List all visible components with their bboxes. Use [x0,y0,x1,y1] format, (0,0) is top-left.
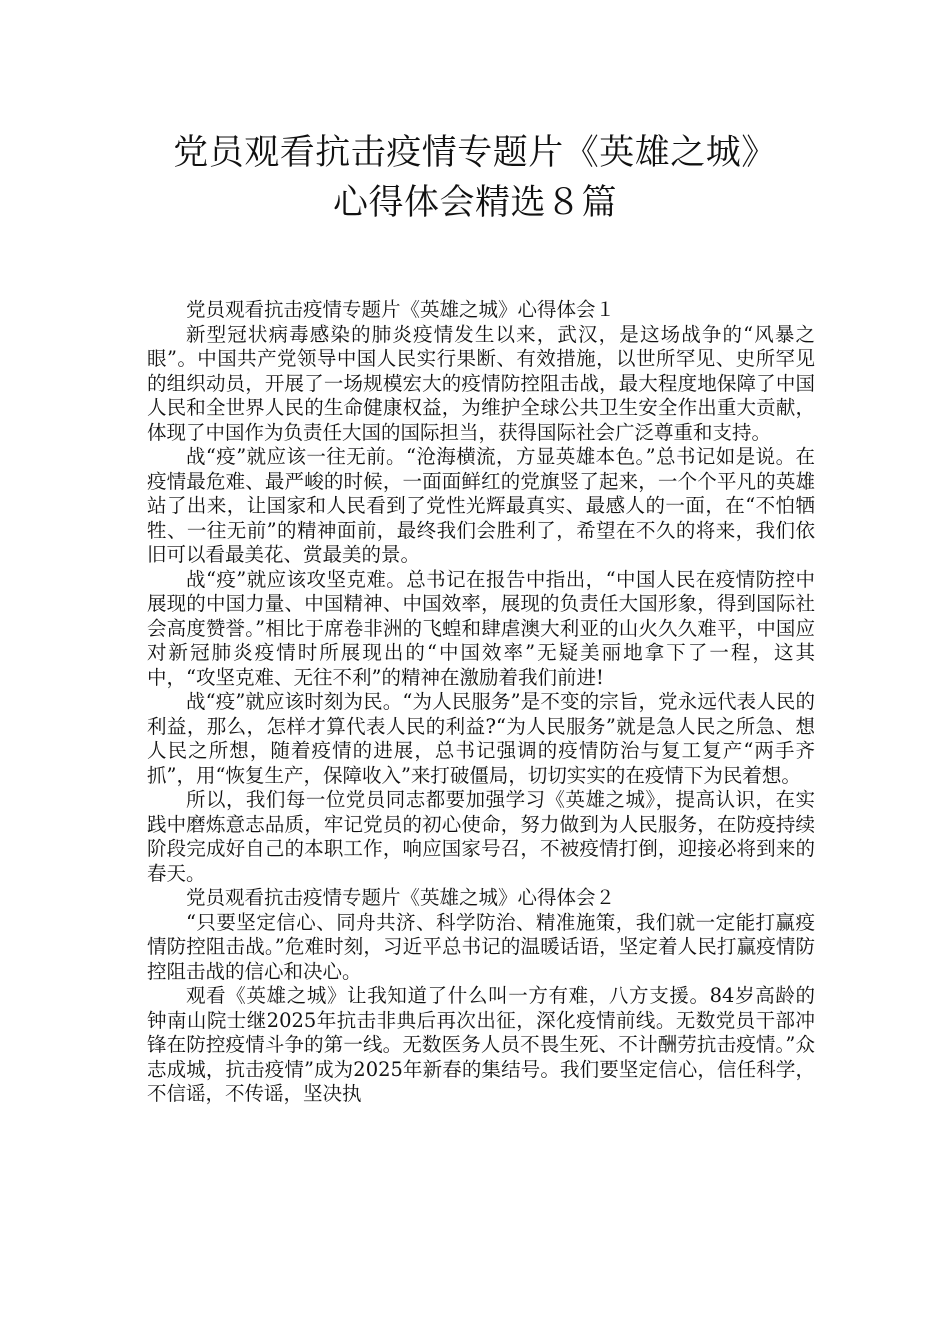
document-title-line-2: 心得体会精选８篇 [332,183,617,223]
document-body [147,298,815,1107]
paragraph: 观看《英雄之城》让我知道了什么叫一方有难，八方支援。84岁高龄的钟南山院士继2025年抗击非典后再次出征，深化疫情前线。无数党员干部冲锋在防控疫情斗争的第一线。无数医务人员不畏生死、不计酬劳抗击疫情。”众志成城，抗击疫情”成为2025年新春的集结号。我们要坚定信心，信任科学，不信谣，不传谣，坚决执 [147,984,815,1105]
section-heading-1: 党员观看抗击疫情专题片《英雄之城》心得体会１ [186,298,616,321]
paragraph: 战“疫”就应该时刻为民。“为人民服务”是不变的宗旨，党永远代表人民的利益，那么，怎样才算代表人民的利益?“为人民服务”就是急人民之所急、想人民之所想，随着疫情的进展，总书记强调的疫情防治与复工复产“两手齐抓”，用“恢复生产，保障收入”来打破僵局，切切实实的在疫情下为民着想。 [147,690,815,787]
paragraph: “只要坚定信心、同舟共济、科学防治、精准施策，我们就一定能打赢疫情防控阻击战。”危难时刻，习近平总书记的温暖话语，坚定着人民打赢疫情防控阻击战的信心和决心。 [147,910,815,983]
document-title [100,128,850,228]
document-title-line-1: 党员观看抗击疫情专题片《英雄之城》 [173,133,777,173]
paragraph: 战“疫”就应该一往无前。“沧海横流，方显英雄本色。”总书记如是说。在疫情最危难、最严峻的时候，一面面鲜红的党旗竖了起来，一个个平凡的英雄站了出来，让国家和人民看到了党性光辉最真实、最感人的一面，在“不怕牺牲、一往无前”的精神面前，最终我们会胜利了，希望在不久的将来，我们依旧可以看最美花、赏最美的景。 [147,445,815,566]
paragraph: 所以，我们每一位党员同志都要加强学习《英雄之城》，提高认识，在实践中磨炼意志品质，牢记党员的初心使命，努力做到为人民服务，在防疫持续阶段完成好自己的本职工作，响应国家号召，不被疫情打倒，迎接必将到来的春天。 [147,788,815,885]
section-heading-2: 党员观看抗击疫情专题片《英雄之城》心得体会２ [186,886,616,909]
paragraph: 战“疫”就应该攻坚克难。总书记在报告中指出，“中国人民在疫情防控中展现的中国力量、中国精神、中国效率，展现的负责任大国形象，得到国际社会高度赞誉。”相比于席卷非洲的飞蝗和肆虐澳大利亚的山火久久难平，中国应对新冠肺炎疫情时所展现出的“中国效率”无疑美丽地拿下了一程，这其中，“攻坚克难、无往不利”的精神在激励着我们前进! [147,567,815,689]
paragraph: 新型冠状病毒感染的肺炎疫情发生以来，武汉，是这场战争的“风暴之眼”。中国共产党领导中国人民实行果断、有效措施，以世所罕见、史所罕见的组织动员，开展了一场规模宏大的疫情防控阻击战，最大程度地保障了中国人民和全世界人民的生命健康权益，为维护全球公共卫生安全作出重大贡献，体现了中国作为负责任大国的国际担当，获得国际社会广泛尊重和支持。 [147,322,815,444]
